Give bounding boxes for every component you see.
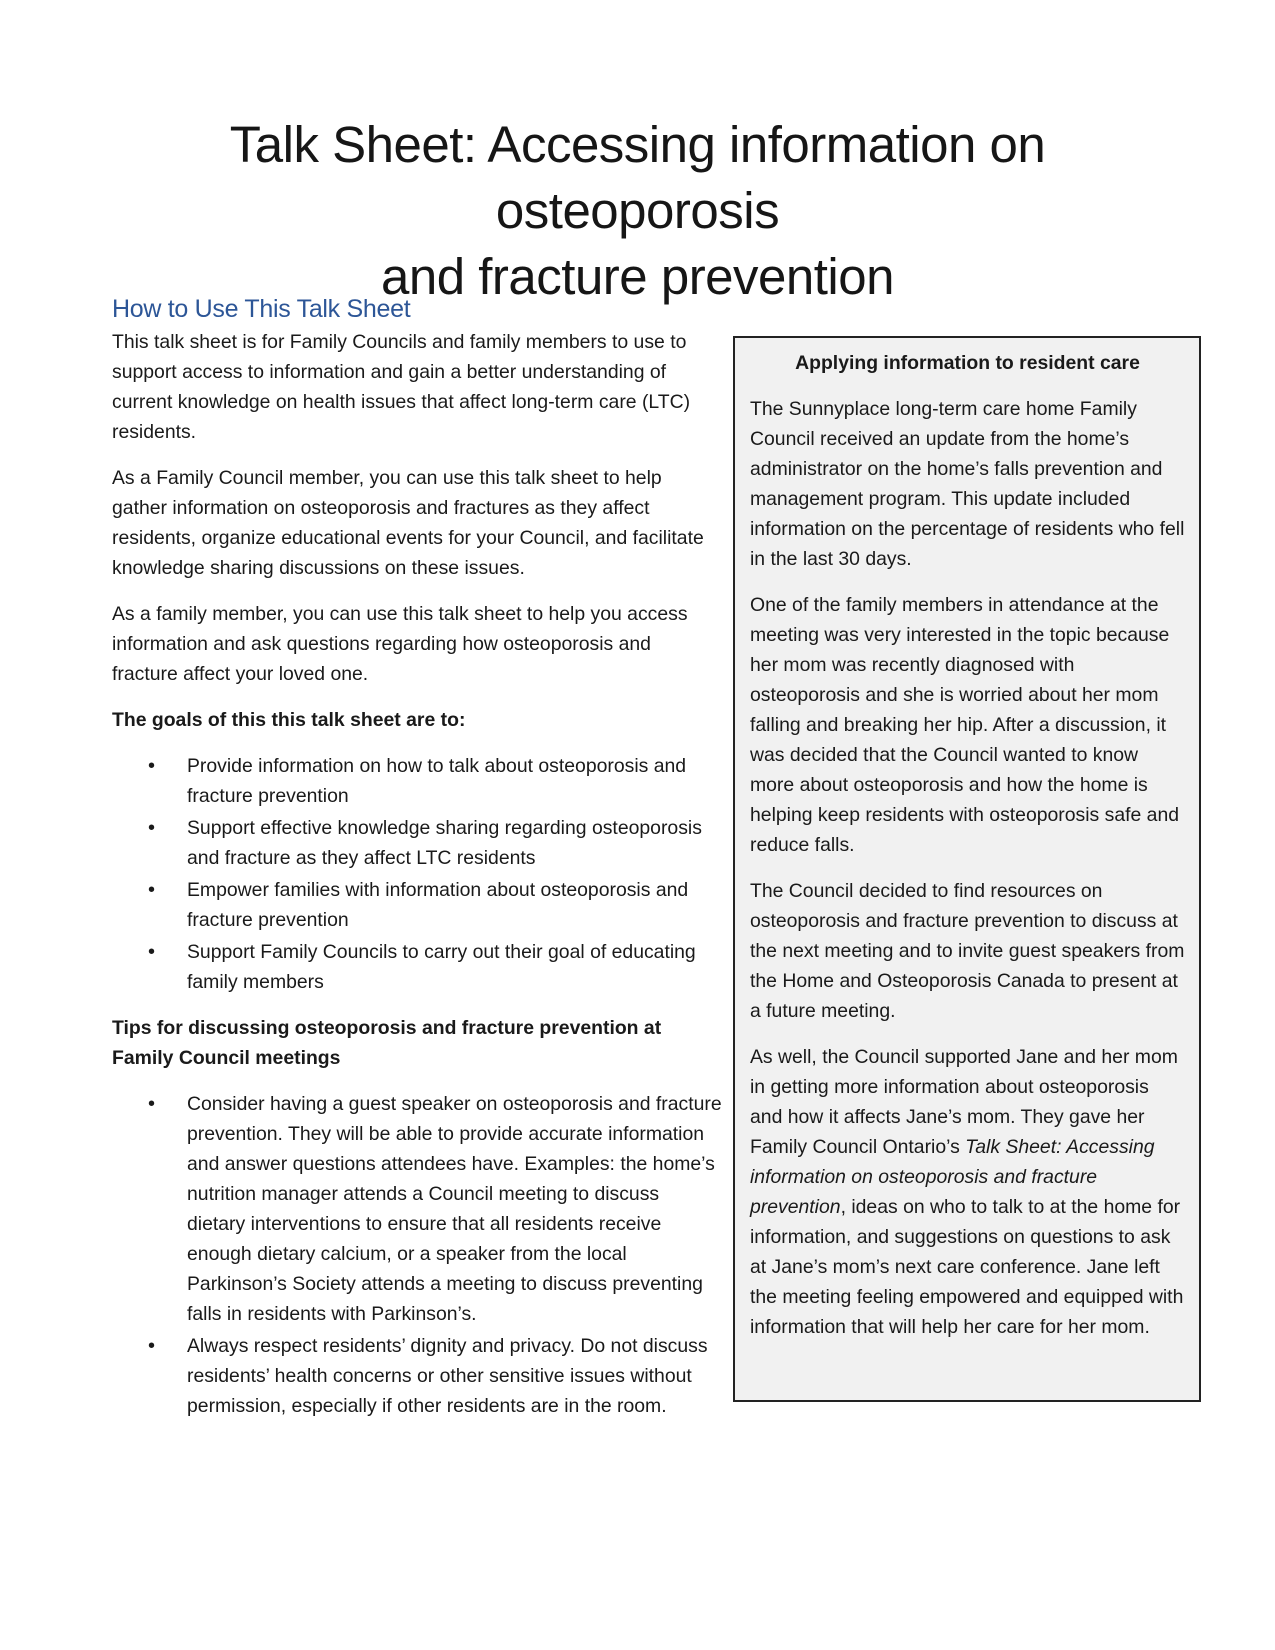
sidebar-title: Applying information to resident care (795, 352, 1140, 374)
talk-sheet-title-reference: Talk Sheet: Accessing information on osteoporosis and fracture prevention (750, 1136, 1155, 1218)
tips-heading: Tips for discussing osteoporosis and fracture prevention at Family Council meetings (112, 1017, 662, 1069)
intro-paragraph: As a family member, you can use this talk sheet to help you access information and ask questions regarding how osteoporosis and fracture affect your loved one. (112, 603, 688, 685)
bullet-icon: • (148, 817, 156, 839)
sidebar-text: , ideas on who to talk to at the home for information, and suggestions on questions to ask at Jane’s mom’s next care conference. Jane left the meeting feeling empowered and equipped with information that will help her care for her mom. (750, 1196, 1184, 1338)
goal-item (112, 751, 722, 811)
goal-item (112, 813, 722, 873)
page-title-line-2: and fracture prevention (381, 248, 894, 305)
section-heading: How to Use This Talk Sheet (112, 295, 411, 323)
bullet-icon: • (148, 1093, 156, 1115)
bullet-icon: • (148, 755, 156, 777)
tip-item (112, 1331, 722, 1421)
tip-text: Consider having a guest speaker on osteoporosis and fracture prevention. They will be able to provide accurate information and answer questions attendees have. Examples: the home’s nutrition manager attends a Council meeting to discuss dietary interventions to ensure that all residents receive enough dietary calcium, or a speaker from the local Parkinson’s Society attends a meeting to discuss preventing falls in residents with Parkinson’s. (187, 1093, 722, 1325)
bullet-icon: • (148, 1335, 156, 1357)
goal-text: Provide information on how to talk about osteoporosis and fracture prevention (187, 755, 687, 807)
goal-text: Empower families with information about osteoporosis and fracture prevention (187, 879, 689, 931)
tips-list (112, 1089, 722, 1421)
sidebar-paragraph: One of the family members in attendance at the meeting was very interested in the topic because her mom was recently diagnosed with osteoporosis and she is worried about her mom falling and breaking her hip. After a discussion, it was decided that the Council wanted to know more about osteoporosis and how the home is helping keep residents with osteoporosis safe and reduce falls. (750, 594, 1180, 856)
goals-list (112, 751, 722, 997)
sidebar-paragraph-last (750, 1042, 1185, 1342)
bullet-icon: • (148, 941, 156, 963)
tip-item (112, 1089, 722, 1329)
main-column (112, 292, 722, 1437)
resident-care-sidebar (733, 336, 1201, 1402)
sidebar-paragraph: The Sunnyplace long-term care home Family Council received an update from the home’s administrator on the home’s falls prevention and management program. This update included information on the percentage of residents who fell in the last 30 days. (750, 398, 1185, 570)
goal-text: Support effective knowledge sharing regarding osteoporosis and fracture as they affect LTC residents (187, 817, 702, 869)
page-title (100, 112, 1175, 310)
goal-item (112, 937, 722, 997)
goal-item (112, 875, 722, 935)
tip-text: Always respect residents’ dignity and privacy. Do not discuss residents’ health concerns or other sensitive issues without permission, especially if other residents are in the room. (187, 1335, 708, 1417)
sidebar-text: As well, the Council supported Jane and her mom in getting more information about osteoporosis and how it affects Jane’s mom. They gave her Family Council Ontario’s (750, 1046, 1178, 1158)
goal-text: Support Family Councils to carry out their goal of educating family members (187, 941, 696, 993)
intro-paragraph: As a Family Council member, you can use this talk sheet to help gather information on osteoporosis and fractures as they affect residents, organize educational events for your Council, and facilitate knowledge sharing discussions on these issues. (112, 467, 704, 579)
intro-paragraph: This talk sheet is for Family Councils and family members to use to support access to information and gain a better understanding of current knowledge on health issues that affect long-term care (LTC) residents. (112, 331, 691, 443)
sidebar-paragraph: The Council decided to find resources on osteoporosis and fracture prevention to discuss at the next meeting and to invite guest speakers from the Home and Osteoporosis Canada to present at a future meeting. (750, 880, 1185, 1022)
goals-heading: The goals of this this talk sheet are to: (112, 709, 466, 731)
bullet-icon: • (148, 879, 156, 901)
page-title-line-1: Talk Sheet: Accessing information on osteoporosis (229, 116, 1046, 239)
